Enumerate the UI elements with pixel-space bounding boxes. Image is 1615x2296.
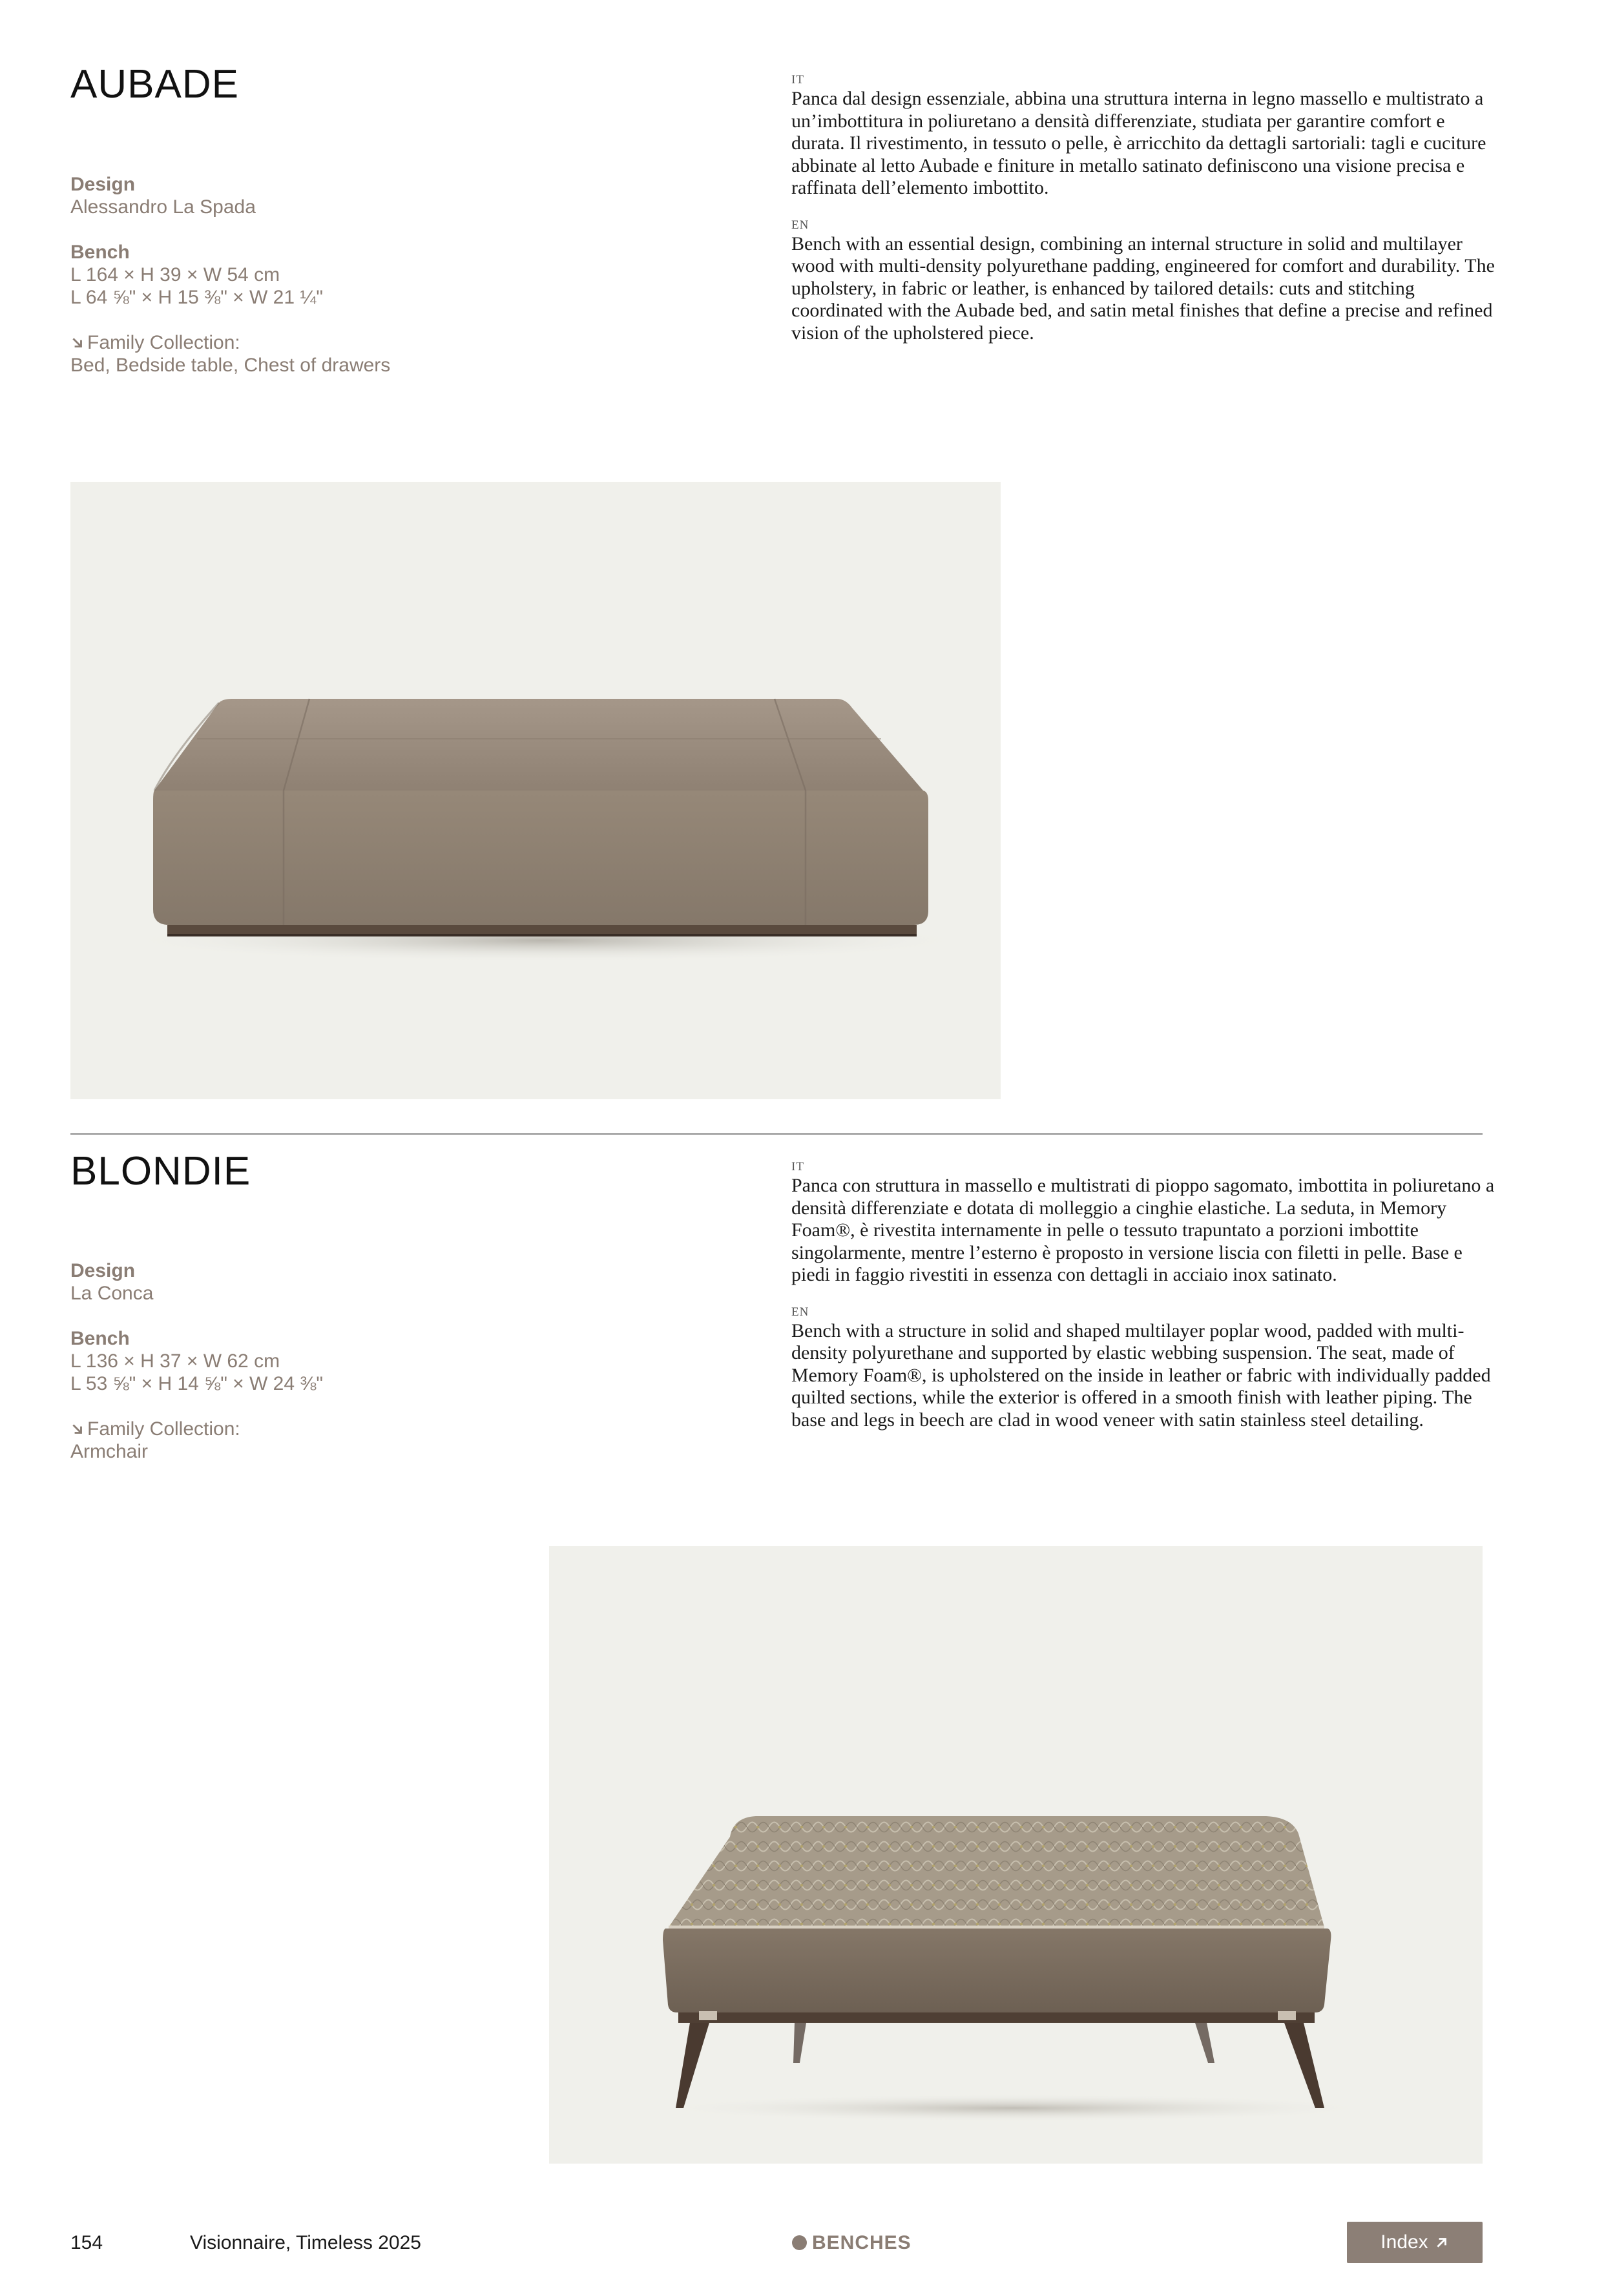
language-label-en: EN xyxy=(791,218,809,232)
description-en: Bench with an essential design, combining an internal structure in solid and multilayer wood with multi-density polyurethane padding, engineered for comfort and durability. The upholstery, in fabric or leather, is enhanced by tailored details: cuts and stitching coordinated with the Aubade bed, and satin metal finishes that define a precise and refined vision of the upholstered piece. xyxy=(791,233,1495,344)
family-collection-label: Family Collection: xyxy=(87,332,240,353)
dimensions-cm: L 164 × H 39 × W 54 cm xyxy=(70,264,280,285)
product-specs xyxy=(70,173,390,399)
arrow-up-right-icon xyxy=(1435,2235,1449,2249)
product-title: AUBADE xyxy=(70,62,239,107)
publication-title: Visionnaire, Timeless 2025 xyxy=(190,2232,421,2253)
description-it: Panca con struttura in massello e multistrati di pioppo sagomato, imbottita in poliuretano a densità differenziate e dotata di molleggio a cinghie elastiche. La seduta, in Memory Foam®, è rivestita internamente in pelle o tessuto trapuntato a porzioni imbottite singolarmente, mentre l’esterno è proposto in versione liscia con filetti in pelle. Base e piedi in faggio rivestiti in essenza con dettagli in acciaio inox satinato. xyxy=(791,1175,1495,1285)
section-divider xyxy=(70,1133,1483,1135)
family-collection-link[interactable] xyxy=(70,331,390,354)
design-label: Design xyxy=(70,174,136,195)
design-label: Design xyxy=(70,1260,136,1281)
dot-icon xyxy=(792,2235,807,2250)
product-title: BLONDIE xyxy=(70,1149,251,1194)
description-en: Bench with a structure in solid and shaped multilayer poplar wood, padded with multi-density polyurethane and supported by elastic webbing suspension. The seat, made of Memory Foam®, is upholstered on the inside in leather or fabric with individually padded quilted sections, while the exterior is offered in a smooth finish with leather piping. The base and legs in beech are clad in wood veneer with satin stainless steel detailing. xyxy=(791,1319,1491,1431)
family-collection-items: Bed, Bedside table, Chest of drawers xyxy=(70,355,391,376)
language-label-it: IT xyxy=(791,73,804,87)
bench-image xyxy=(70,482,1001,1099)
family-collection-items: Armchair xyxy=(70,1441,149,1462)
section-label xyxy=(792,2232,912,2254)
page-footer xyxy=(0,2222,1615,2263)
designer-name: La Conca xyxy=(70,1283,154,1304)
bench-image xyxy=(549,1546,1483,2164)
page-number: 154 xyxy=(70,2232,103,2253)
language-label-en: EN xyxy=(791,1305,809,1319)
product-type-label: Bench xyxy=(70,1328,130,1349)
designer-name: Alessandro La Spada xyxy=(70,196,256,218)
product-type-label: Bench xyxy=(70,242,130,263)
family-collection-label: Family Collection: xyxy=(87,1418,240,1440)
description-it: Panca dal design essenziale, abbina una struttura interna in legno massello e multistrato a un’imbottitura in poliuretano a densità differenziate, studiata per garantire comfort e durata. Il rivestimento, in tessuto o pelle, è arricchito da dettagli sartoriali: tagli e cuciture abbinate al letto Aubade e finiture in metallo satinato definiscono una visione precisa e raffinata dell’elemento imbottito. xyxy=(791,88,1486,198)
dimensions-cm: L 136 × H 37 × W 62 cm xyxy=(70,1350,280,1372)
index-button-label: Index xyxy=(1381,2231,1428,2253)
arrow-down-right-icon xyxy=(70,1422,85,1436)
dimensions-inches: L 53 ⅝" × H 14 ⅝" × W 24 ⅜" xyxy=(70,1373,324,1394)
language-label-it: IT xyxy=(791,1160,804,1174)
arrow-down-right-icon xyxy=(70,336,85,350)
family-collection-link[interactable] xyxy=(70,1418,323,1440)
index-button[interactable] xyxy=(1347,2222,1483,2263)
product-photo xyxy=(70,482,1001,1099)
dimensions-inches: L 64 ⅝" × H 15 ⅜" × W 21 ¼" xyxy=(70,287,324,308)
section-name: BENCHES xyxy=(812,2232,912,2253)
product-photo xyxy=(549,1546,1483,2164)
product-specs xyxy=(70,1259,323,1485)
product-description xyxy=(791,72,1495,362)
product-description xyxy=(791,1159,1495,1449)
